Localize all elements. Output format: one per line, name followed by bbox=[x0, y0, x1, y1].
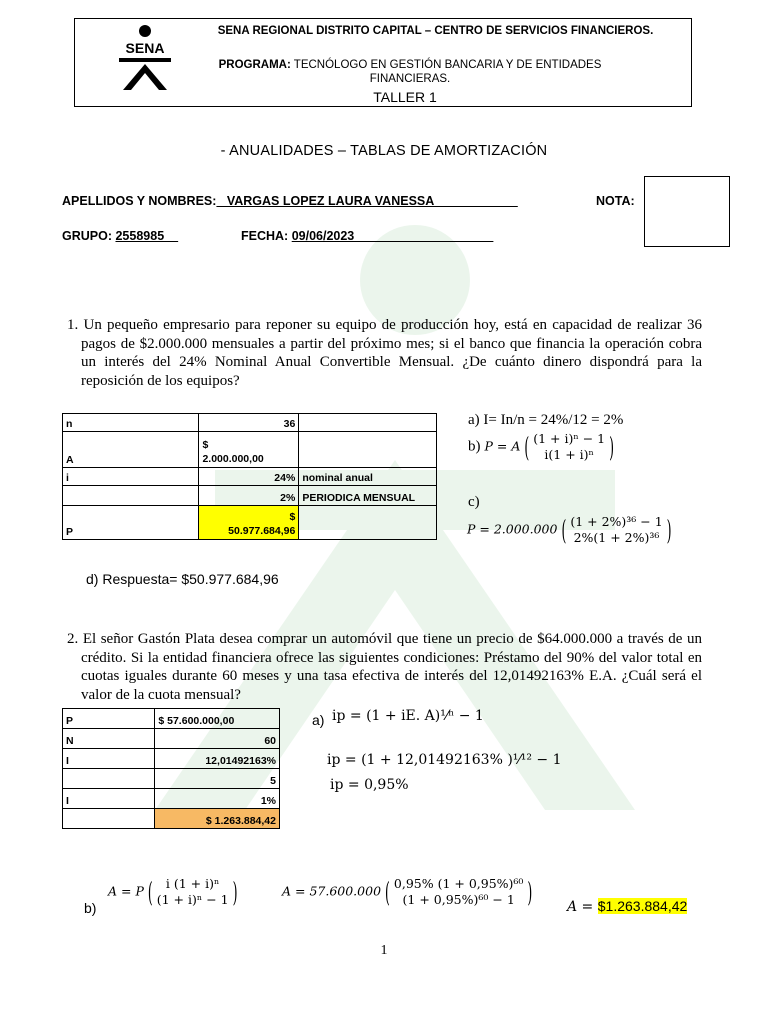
table-cell: N bbox=[63, 729, 155, 749]
p2-formula-c-lhs: A = 57.600.000 bbox=[282, 883, 382, 899]
close-paren-icon: ) bbox=[609, 429, 614, 463]
problem-1-table bbox=[62, 413, 437, 540]
group-value: 2558985__ bbox=[115, 229, 179, 243]
table-cell: 1% bbox=[155, 789, 280, 809]
group-row bbox=[62, 229, 178, 243]
table-cell bbox=[63, 809, 155, 829]
p1-step-c-fraction bbox=[570, 514, 662, 546]
table-cell: 2% bbox=[199, 486, 299, 506]
group-label: GRUPO: bbox=[62, 229, 112, 243]
table-row bbox=[63, 486, 437, 506]
open-paren-icon: ( bbox=[524, 429, 530, 463]
p2-result-value: $1.263.884,42 bbox=[597, 898, 688, 914]
table-cell: i bbox=[63, 468, 199, 486]
problem-2-text: 2. El señor Gastón Plata desea comprar un automóvil que tiene un precio de $64.000.000 a través de un crédito. Si la entidad financiera ofrece las siguientes condiciones: Préstamo del 90% del valor total en cuotas iguales durante 60 meses y una tasa efectiva de interés del 12,01492163% E.A. ¿Cuál será el valor de la cuota mensual? bbox=[67, 631, 702, 703]
p2-step-a-formula: ip = (1 + iE. A)¹⁄ⁿ − 1 bbox=[332, 708, 484, 724]
p1-step-a: a) I= In/n = 24%/12 = 2% bbox=[468, 412, 624, 428]
p1-step-c-numerator: (1 + 2%)³⁶ − 1 bbox=[570, 514, 663, 529]
table-cell bbox=[63, 486, 199, 506]
document-title: - ANUALIDADES – TABLAS DE AMORTIZACIÓN bbox=[220, 143, 548, 159]
workshop-title: TALLER 1 bbox=[373, 89, 437, 105]
p2-result bbox=[567, 898, 687, 915]
open-paren-icon: ( bbox=[147, 874, 153, 908]
program-label: PROGRAMA: bbox=[218, 59, 291, 71]
table-row bbox=[63, 749, 280, 769]
table-cell: 24% bbox=[199, 468, 299, 486]
name-value: _VARGAS LOPEZ LAURA VANESSA____________ bbox=[216, 194, 518, 208]
table-cell: PERIODICA MENSUAL bbox=[299, 486, 437, 506]
p1-step-b-label: b) bbox=[468, 438, 481, 455]
name-label: APELLIDOS Y NOMBRES: bbox=[62, 194, 217, 208]
nota-box bbox=[644, 176, 730, 247]
p2-formula-b-fraction bbox=[157, 876, 229, 908]
table-cell: P bbox=[63, 506, 199, 540]
p2-formula-c-denominator: (1 + 0,95%)⁶⁰ − 1 bbox=[402, 892, 515, 907]
table-cell: $ 57.600.000,00 bbox=[155, 709, 280, 729]
close-paren-icon: ) bbox=[666, 512, 672, 546]
table-cell bbox=[299, 414, 437, 432]
p2-formula-c-numerator: 0,95% (1 + 0,95%)⁶⁰ bbox=[393, 876, 524, 891]
p1-step-b-denominator: i(1 + i)ⁿ bbox=[544, 447, 594, 462]
p1-step-b-fraction bbox=[533, 431, 605, 463]
table-cell bbox=[63, 769, 155, 789]
date-value: 09/06/2023____________________ bbox=[291, 229, 494, 243]
open-paren-icon: ( bbox=[385, 874, 390, 908]
table-row bbox=[63, 769, 280, 789]
table-cell: $ 2.000.000,00 bbox=[199, 432, 299, 468]
p2-formula-c bbox=[282, 876, 532, 908]
p1-step-c-denominator: 2%(1 + 2%)³⁶ bbox=[573, 530, 660, 545]
header-box bbox=[74, 18, 692, 107]
table-row bbox=[63, 432, 437, 468]
p1-step-b-formula: P = A bbox=[484, 438, 521, 454]
table-row bbox=[63, 729, 280, 749]
open-paren-icon: ( bbox=[561, 512, 567, 546]
close-paren-icon: ) bbox=[527, 874, 533, 908]
p2-step-a-substitution: ip = (1 + 12,01492163% )¹⁄¹² − 1 bbox=[327, 752, 562, 768]
p1-step-c-formula: P = 2.000.000 bbox=[467, 521, 558, 537]
sena-logo bbox=[115, 24, 175, 92]
name-row bbox=[62, 194, 518, 208]
p2-result-label: A = bbox=[567, 899, 594, 915]
p2-formula-b bbox=[108, 876, 238, 908]
table-row bbox=[63, 709, 280, 729]
date-label: FECHA: bbox=[241, 229, 289, 243]
p1-step-b-numerator: (1 + i)ⁿ − 1 bbox=[533, 431, 606, 446]
p2-formula-b-lhs: A = P bbox=[108, 883, 144, 899]
program-value: TECNÓLOGO EN GESTIÓN BANCARIA Y DE ENTIDADES FINANCIERAS. bbox=[293, 59, 602, 85]
p1-answer: d) Respuesta= $50.977.684,96 bbox=[86, 571, 279, 587]
problem-1-text: 1. Un pequeño empresario para reponer su equipo de producción hoy, está en capacidad de realizar 36 pagos de $2.000.000 mensuales a partir del próximo mes; si el banco que financia la operación cobra un interés del 24% Nominal Anual Convertible Mensual. ¿De cuánto dinero dispondrá para la reposición de los equipos? bbox=[67, 317, 702, 389]
table-cell bbox=[299, 432, 437, 468]
result-cell: $ 1.263.884,42 bbox=[155, 809, 280, 829]
date-row bbox=[241, 229, 493, 243]
table-cell: nominal anual bbox=[299, 468, 437, 486]
p2-step-a-label: a) bbox=[312, 712, 325, 728]
table-cell: P bbox=[63, 709, 155, 729]
table-row bbox=[63, 468, 437, 486]
table-cell: 5 bbox=[155, 769, 280, 789]
table-row bbox=[63, 809, 280, 829]
institution-name: SENA REGIONAL DISTRITO CAPITAL – CENTRO DE SERVICIOS FINANCIEROS. bbox=[217, 25, 654, 37]
table-cell: I bbox=[63, 749, 155, 769]
close-paren-icon: ) bbox=[232, 874, 238, 908]
svg-text:SENA: SENA bbox=[125, 40, 165, 56]
p1-step-b bbox=[468, 431, 614, 463]
page-number: 1 bbox=[380, 943, 388, 958]
table-cell: n bbox=[63, 414, 199, 432]
nota-label: NOTA: bbox=[596, 194, 635, 208]
table-cell: A bbox=[63, 432, 199, 468]
p2-step-a-result: ip = 0,95% bbox=[330, 777, 409, 793]
problem-2-table bbox=[62, 708, 280, 829]
p2-formula-c-fraction bbox=[394, 876, 524, 908]
table-cell: 12,01492163% bbox=[155, 749, 280, 769]
p1-step-c bbox=[467, 514, 672, 546]
p2-formula-b-numerator: i (1 + i)ⁿ bbox=[165, 876, 220, 891]
table-cell: 60 bbox=[155, 729, 280, 749]
p2-step-b-label: b) bbox=[84, 900, 97, 916]
p1-step-c-label: c) bbox=[468, 494, 480, 510]
table-row bbox=[63, 506, 437, 540]
p2-formula-b-denominator: (1 + i)ⁿ − 1 bbox=[156, 892, 229, 907]
table-row bbox=[63, 789, 280, 809]
program-line bbox=[215, 58, 605, 86]
result-cell: $ 50.977.684,96 bbox=[199, 506, 299, 540]
table-cell: 36 bbox=[199, 414, 299, 432]
table-cell bbox=[299, 506, 437, 540]
table-cell: I bbox=[63, 789, 155, 809]
table-row bbox=[63, 414, 437, 432]
